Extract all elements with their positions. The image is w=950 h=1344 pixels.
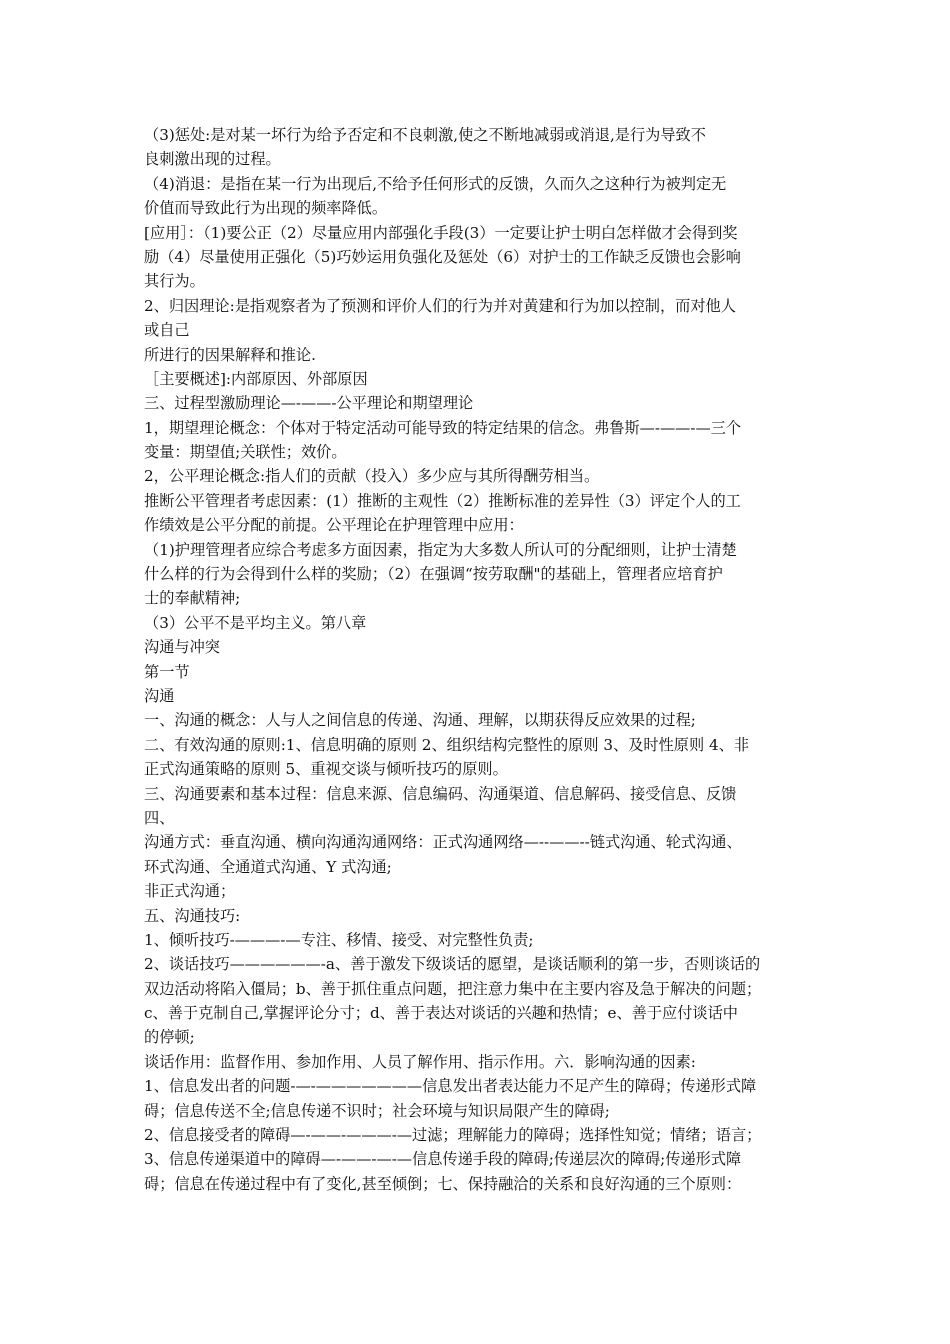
text-line: 或自己 bbox=[144, 321, 190, 340]
section-heading: 沟通 bbox=[144, 686, 175, 705]
text-line: 士的奉献精神; bbox=[144, 589, 241, 608]
text-line: 3、信息传递渠道中的障碍—-——-—-—信息传递手段的障碍;传递层次的障碍;传递形式障 bbox=[144, 1150, 742, 1169]
text-line: （1)护理管理者应综合考虑多方面因素，指定为大多数人所认可的分配细则，让护士清楚 bbox=[144, 540, 737, 559]
text-line: 二、有效沟通的原则:1、信息明确的原则 2、组织结构完整性的原则 3、及时性原则 4、非 bbox=[144, 735, 750, 754]
text-line: 2，公平理论概念:指人们的贡献（投入）多少应与其所得酬劳相当。 bbox=[144, 467, 600, 486]
text-line: 变量：期望值;关联性；效价。 bbox=[144, 443, 347, 462]
text-line: 1、信息发出者的问题-—-———————信息发出者表达能力不足产生的障碍；传递形式障 bbox=[144, 1077, 757, 1096]
text-line: 其行为。 bbox=[144, 272, 205, 291]
text-line: 环式沟通、全通道式沟通、Y 式沟通; bbox=[144, 857, 392, 876]
text-line: 双边活动将陷入僵局；b、善于抓住重点问题，把注意力集中在主要内容及急于解决的问题； bbox=[144, 979, 762, 998]
text-line: 所进行的因果解释和推论. bbox=[144, 345, 316, 364]
text-line: 碍；信息在传递过程中有了变化,甚至倾倒；七、保持融洽的关系和良好沟通的三个原则： bbox=[144, 1174, 742, 1193]
text-line: 2、归因理论:是指观察者为了预测和评价人们的行为并对黄建和行为加以控制，而对他人 bbox=[144, 296, 736, 315]
text-line: 1、倾听技巧-———-—专注、移情、接受、对完整性负责; bbox=[144, 930, 534, 949]
document-body bbox=[144, 123, 812, 1196]
text-line: 谈话作用：监督作用、参加作用、人员了解作用、指示作用。六．影响沟通的因素: bbox=[144, 1052, 696, 1071]
text-line: 的停顿; bbox=[144, 1028, 195, 1047]
text-line: 励（4）尽量使用正强化（5)巧妙运用负强化及惩处（6）对护士的工作缺乏反馈也会影响 bbox=[144, 247, 741, 266]
text-line: 什么样的行为会得到什么样的奖励；（2）在强调“按劳取酬"的基础上，管理者应培育护 bbox=[144, 565, 723, 584]
text-line: （4)消退：是指在某一行为出现后,不给予任何形式的反馈，久而久之这种行为被判定无 bbox=[144, 174, 727, 193]
text-line: 价值而导致此行为出现的频率降低。 bbox=[144, 199, 387, 218]
text-line: （3）公平不是平均主义。第八章 bbox=[144, 613, 367, 632]
text-line: 非正式沟通； bbox=[144, 882, 236, 901]
text-line: 沟通方式：垂直沟通、横向沟通沟通网络：正式沟通网络—--——--链式沟通、轮式沟通、 bbox=[144, 833, 742, 852]
text-line: 推断公平管理者考虑因素：(1）推断的主观性（2）推断标准的差异性（3）评定个人的工 bbox=[144, 491, 741, 510]
text-line: 1，期望理论概念：个体对于特定活动可能导致的特定结果的信念。弗鲁斯—-——-—三个 bbox=[144, 418, 742, 437]
text-line: ［主要概述]:内部原因、外部原因 bbox=[144, 369, 368, 388]
text-line: 五、沟通技巧: bbox=[144, 906, 241, 925]
text-line: 良刺激出现的过程。 bbox=[144, 150, 281, 169]
text-line: 碍；信息传送不全;信息传递不识时；社会环境与知识局限产生的障碍; bbox=[144, 1101, 610, 1120]
text-line: [应用］：（1)要公正（2）尽量应用内部强化手段(3）一定要让护士明白怎样做才会得到奖 bbox=[144, 223, 738, 242]
text-line: 三、沟通要素和基本过程：信息来源、信息编码、沟通渠道、信息解码、接受信息、反馈 bbox=[144, 784, 737, 803]
section-title: 第一节 bbox=[144, 662, 190, 681]
text-line: 四、 bbox=[144, 808, 175, 827]
text-line: 2、谈话技巧——————-a、善于激发下级谈话的愿望，是谈话顺利的第一步，否则谈话的 bbox=[144, 955, 761, 974]
chapter-title: 沟通与冲突 bbox=[144, 638, 220, 657]
text-line: 作绩效是公平分配的前提。公平理论在护理管理中应用： bbox=[144, 516, 524, 535]
text-line: 三、过程型激励理论—-——-公平理论和期望理论 bbox=[144, 394, 474, 413]
text-line: c、善于克制自己,掌握评论分寸；d、善于表达对谈话的兴趣和热情；e、善于应付谈话中 bbox=[144, 1004, 738, 1023]
text-line: 正式沟通策略的原则 5、重视交谈与倾听技巧的原则。 bbox=[144, 760, 508, 779]
text-line: 一、沟通的概念：人与人之间信息的传递、沟通、理解，以期获得反应效果的过程; bbox=[144, 711, 696, 730]
text-line: （3)惩处:是对某一坏行为给予否定和不良刺激,使之不断地减弱或消退,是行为导致不 bbox=[144, 126, 706, 144]
text-line: 2、信息接受者的障碍—-——-———-—过滤；理解能力的障碍；选择性知觉；情绪；语言； bbox=[144, 1126, 762, 1145]
